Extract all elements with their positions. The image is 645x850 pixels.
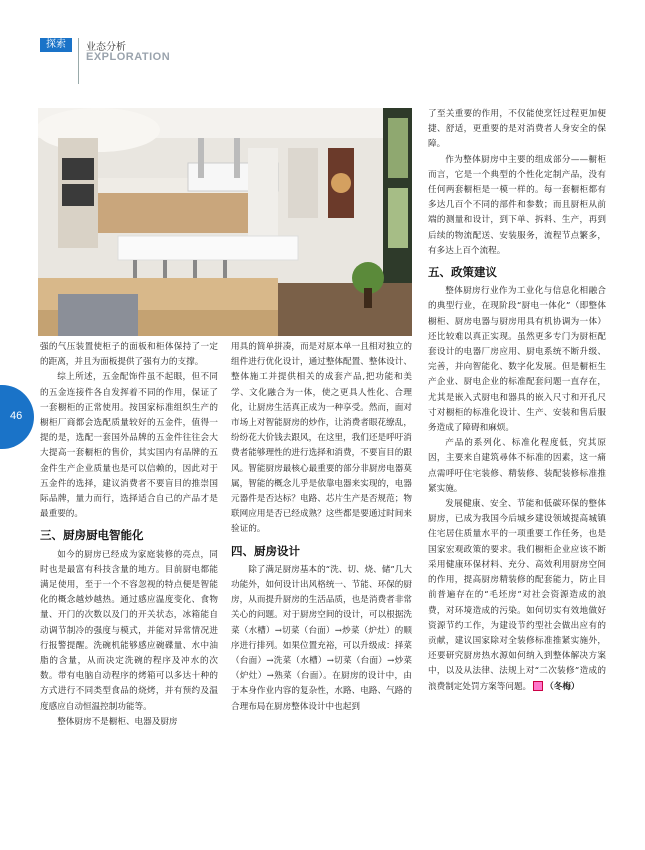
paragraph: 强的气压装置使柜子的面板和柜体保持了一定的距离，并且为面板提供了强有力的支撑。 [40, 342, 218, 368]
page-number-tab [0, 385, 34, 449]
kitchen-photo [38, 108, 412, 336]
column-3 [428, 107, 606, 695]
paragraph: 整体厨房不是橱柜、电器及厨房 [57, 716, 178, 727]
paragraph-text: 发展健康、安全、节能和低碳环保的整体厨房，已成为我国今后城乡建设领域提高城镇住宅居住质量水平的一项重要工作任务，也是国家宏观政策的要求。我们橱柜企业应该不断采用健康环保材料、充分、高效利用厨房空间的作用，提高厨房精装修的配套能力，防止目前普遍存在的“毛坯房”对社会资源造成的浪费，对环境造成的污染。如何切实有效地做好资源节约工作，为建设节约型社会做出应有的贡献，建议国家除对全装修标准推紧实施外，还要研究厨房热水源如何纳入到整体解决方案中，以及从法律、法规上对“二次装修”造成的浪费制定处罚方案等问题。 [428, 499, 606, 692]
section-title-cn: 业态分析 [86, 42, 126, 53]
paragraph: 用具的简单拼凑，而是对原本单一且相对独立的组件进行优化设计，通过整体配置、整体设计、整体施工并提供相关的成套产品,把功能和美学、文化融合为一体，使之更具人性化、合理化，让厨房生活真正成为一种享受。然而，面对市场上对智能厨房的炒作，让消费者眼花缭乱，纷纷花大价钱去跟风，在这里，我们还是呼吁消费者能够理性的进行选择和消费，不要盲目的跟风。智能厨房最核心最重要的部分非厨房电器莫属，智能的概念儿乎是依靠电器来实现的，电器元器件是否达标？电路、芯片生产是否规范；物联网应用是否已经成熟？这些都是要通过时间来验证的。 [231, 342, 412, 535]
paragraph: 除了满足厨房基本的“洗、切、烧、储”几大功能外，如何设计出风格统一、节能、环保的厨房，从而提升厨房的生活品质，也是消费者非常关心的问题。对于厨房空间的设计，可以根据洗菜（水槽）→切菜（台面）→炒菜（炉灶）的顺序进行排列。如果位置充裕，可以升级成：择菜（台面）→洗菜（水槽）→切菜（台面）→炒菜（炉灶）→熟菜（台面）。在厨房的设计中，由于本身作业内容的复杂性，水路、电路、气路的合理布局在厨房整体设计中也起到 [231, 564, 412, 712]
section-title-en: EXPLORATION [86, 51, 171, 63]
section-tag: 探索 [40, 38, 72, 52]
section-heading: 四、厨房设计 [231, 543, 300, 558]
paragraph: 如今的厨房已经成为家庭装修的亮点，同时也是最富有科技含量的地方。目前厨电都能满足使用，至于一个不容忽视的特点便是智能化的概念越炒越热。通过感应温度变化、食物量、开门的次数以及门的开关状态，冰箱能自动调节制冷的强度与模式，并能对异常情况进行报警提醒。洗碗机能够感应碗碟量、水中油脂的含量，从而决定洗碗的程序及冲水的次数。带有电脑自动程序的烤箱可以多达十种的方式进行不同类型食品的烧烤，并有预约及温度感应自动恒温控制功能等。 [40, 549, 218, 712]
author-credit: （冬梅） [545, 681, 580, 692]
paragraph: 综上所述，五金配饰件虽不起眼，但不同的五金连接件各自发挥着不同的作用，保证了一套橱柜的正常使用。按国家标准组织生产的橱柜厂商都会选配质量较好的五金件，值得一提的是，选配一套国外品牌的五金件往往会大大提高一套橱柜的售价，其实国内有品牌的五金件生产企业质量也是可以信赖的，因此对于五金件的选择，建议消费者不要盲目的推崇国际品牌，量力而行，选择适合自己的产品才是最重要的。 [40, 372, 218, 520]
section-heading: 五、政策建议 [428, 265, 497, 280]
paragraph: 整体厨房行业作为工业化与信息化相融合的典型行业，在现阶段“厨电一体化”（即整体橱柜、厨房电器与厨房用具有机协调为一体）还比较难以真正实现。虽然更多专门为厨柜配套设计的电器厂房应用、厨电系统不断升级、完善，并向智能化、数字化发展。但是橱柜生产企业、厨电企业的标准配套问题一直存在，尤其是嵌入式厨电和器具的嵌入尺寸和开孔尺寸对橱柜的标准化设计、生产、安装和售后服务造成了障碍和麻烦。 [428, 286, 606, 434]
paragraph: 了至关重要的作用，不仅能使烹饪过程更加便捷、舒适，更重要的是对消费者人身安全的保障。 [428, 109, 606, 150]
header-divider [78, 38, 79, 84]
page-number: 46 [10, 410, 23, 422]
end-mark-icon [533, 681, 543, 691]
column-1 [40, 340, 218, 730]
section-heading: 三、厨房厨电智能化 [40, 528, 144, 543]
paragraph: 产品的系列化、标准化程度低，究其原因，主要来自建筑尋体不标准的因素，这一痛点需呼吁住宅装修、精装修、装配装修标准推紧实施。 [428, 438, 606, 494]
paragraph: 作为整体厨房中主要的组成部分——橱柜而言，它是一个典型的个性化定制产品，没有任何两套橱柜是一模一样的。每一套橱柜都有多达几百个不同的部件和参数；而且厨柜从前端的测量和设计，到下单、拆料、生产，再到后续的物流配送、安装服务，流程节点繁多，有多达上百个流程。 [428, 154, 606, 256]
paragraph [428, 497, 606, 695]
column-2 [231, 340, 412, 715]
